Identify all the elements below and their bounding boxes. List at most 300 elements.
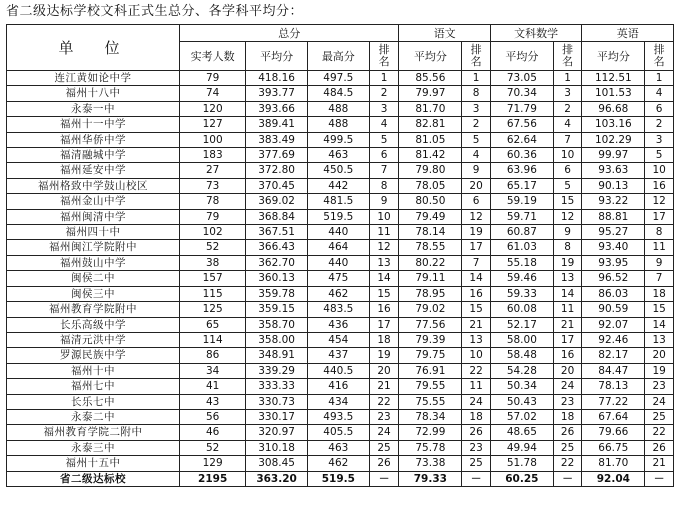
school-name-cell: 连江黄如论中学 [7, 71, 180, 86]
math-average-cell: 59.71 [490, 209, 553, 224]
table-row [7, 86, 674, 101]
total-average-cell: 330.17 [246, 409, 308, 424]
math-rank-cell: 10 [553, 148, 582, 163]
math-average-cell: 54.28 [490, 363, 553, 378]
chinese-average-cell: 79.33 [399, 471, 462, 486]
chinese-rank-cell: 2 [462, 117, 491, 132]
chinese-average-cell: 79.39 [399, 332, 462, 347]
chinese-rank-cell: 20 [462, 178, 491, 193]
english-average-cell: 86.03 [582, 286, 645, 301]
chinese-average-cell: 79.97 [399, 86, 462, 101]
total-highest-cell: 463 [307, 440, 369, 455]
english-average-cell: 92.46 [582, 332, 645, 347]
english-average-cell: 90.59 [582, 302, 645, 317]
total-average-cell: 308.45 [246, 456, 308, 471]
exam-count-cell: 125 [180, 302, 246, 317]
unit-header: 单 位 [7, 25, 180, 71]
math-rank-cell: 15 [553, 194, 582, 209]
total-rank-cell: 12 [369, 240, 399, 255]
math-rank-cell: 19 [553, 255, 582, 270]
math-rank-cell: 9 [553, 225, 582, 240]
school-name-cell: 永泰二中 [7, 409, 180, 424]
chinese-rank-cell: 23 [462, 440, 491, 455]
chinese-average-cell: 81.70 [399, 101, 462, 116]
math-average-cell: 58.48 [490, 348, 553, 363]
english-rank-cell: 22 [645, 425, 674, 440]
exam-count-cell: 52 [180, 240, 246, 255]
math-average-cell: 58.00 [490, 332, 553, 347]
math-group-header: 文科数学 [490, 25, 581, 42]
exam-count-cell: 52 [180, 440, 246, 455]
exam-count-cell: 127 [180, 117, 246, 132]
english-rank-cell: 2 [645, 117, 674, 132]
school-name-cell: 永泰一中 [7, 101, 180, 116]
table-row [7, 209, 674, 224]
english-average-cell: 90.13 [582, 178, 645, 193]
school-name-cell: 福州华侨中学 [7, 132, 180, 147]
english-average-cell: 66.75 [582, 440, 645, 455]
total-average-cell: 362.70 [246, 255, 308, 270]
chinese-rank-cell: 14 [462, 271, 491, 286]
table-row [7, 163, 674, 178]
english-rank-cell: 19 [645, 363, 674, 378]
chinese-average-cell: 78.95 [399, 286, 462, 301]
exam-count-cell: 65 [180, 317, 246, 332]
total-rank-cell: 4 [369, 117, 399, 132]
table-row [7, 178, 674, 193]
exam-count-cell: 74 [180, 86, 246, 101]
school-name-cell: 福州十八中 [7, 86, 180, 101]
chinese-rank-cell: 21 [462, 317, 491, 332]
total-highest-cell: 440.5 [307, 363, 369, 378]
table-row [7, 148, 674, 163]
chinese-average-cell: 79.49 [399, 209, 462, 224]
english-rank-cell: 9 [645, 255, 674, 270]
chinese-average-cell: 76.91 [399, 363, 462, 378]
total-highest-cell: 464 [307, 240, 369, 255]
table-row [7, 394, 674, 409]
chinese-average-cell: 75.78 [399, 440, 462, 455]
chinese-rank-cell: 13 [462, 332, 491, 347]
total-highest-cell: 436 [307, 317, 369, 332]
total-rank-cell: 11 [369, 225, 399, 240]
school-name-cell: 福州十中 [7, 363, 180, 378]
math-rank-cell: 8 [553, 240, 582, 255]
math-rank-cell: 21 [553, 317, 582, 332]
english-average-cell: 112.51 [582, 71, 645, 86]
chinese-rank-cell: 19 [462, 225, 491, 240]
table-row [7, 286, 674, 301]
table-row [7, 363, 674, 378]
table-row [7, 194, 674, 209]
chinese-average-cell: 80.50 [399, 194, 462, 209]
total-highest-cell: 434 [307, 394, 369, 409]
chinese-rank-cell: 11 [462, 379, 491, 394]
english-rank-cell: 15 [645, 302, 674, 317]
english-rank-cell: 24 [645, 394, 674, 409]
chinese-average-cell: 75.55 [399, 394, 462, 409]
math-average-cell: 65.17 [490, 178, 553, 193]
total-highest-cell: 499.5 [307, 132, 369, 147]
english-rank-cell: 13 [645, 332, 674, 347]
total-highest-cell: 450.5 [307, 163, 369, 178]
exam-count-cell: 114 [180, 332, 246, 347]
english-average-cell: 103.16 [582, 117, 645, 132]
chinese-average-cell: 79.75 [399, 348, 462, 363]
math-rank-cell: 16 [553, 348, 582, 363]
math-average-cell: 60.36 [490, 148, 553, 163]
math-rank-cell: 4 [553, 117, 582, 132]
english-rank-cell: － [645, 471, 674, 486]
total-average-cell: 393.66 [246, 101, 308, 116]
chinese-average-cell: 73.38 [399, 456, 462, 471]
math-average-cell: 51.78 [490, 456, 553, 471]
table-row [7, 409, 674, 424]
chinese-rank-cell: 15 [462, 302, 491, 317]
exam-count-cell: 102 [180, 225, 246, 240]
table-row [7, 456, 674, 471]
english-average-cell: 77.22 [582, 394, 645, 409]
total-group-header: 总分 [180, 25, 399, 42]
exam-count-cell: 73 [180, 178, 246, 193]
total-highest-cell: 440 [307, 225, 369, 240]
total-rank-cell: 3 [369, 101, 399, 116]
math-rank-cell: 14 [553, 286, 582, 301]
english-rank-header: 排 名 [645, 42, 674, 71]
total-average-cell: 370.45 [246, 178, 308, 193]
exam-count-cell: 2195 [180, 471, 246, 486]
english-average-cell: 92.04 [582, 471, 645, 486]
total-rank-cell: 9 [369, 194, 399, 209]
table-row [7, 117, 674, 132]
school-name-cell: 福州四十中 [7, 225, 180, 240]
chinese-rank-cell: 1 [462, 71, 491, 86]
table-row [7, 71, 674, 86]
total-rank-cell: 22 [369, 394, 399, 409]
chinese-average-cell: 81.05 [399, 132, 462, 147]
chinese-rank-cell: 6 [462, 194, 491, 209]
table-row [7, 302, 674, 317]
english-average-cell: 96.68 [582, 101, 645, 116]
total-highest-cell: 488 [307, 117, 369, 132]
school-name-cell: 福州闽江学院附中 [7, 240, 180, 255]
total-average-cell: 333.33 [246, 379, 308, 394]
math-average-cell: 57.02 [490, 409, 553, 424]
total-rank-cell: 25 [369, 440, 399, 455]
english-rank-cell: 3 [645, 132, 674, 147]
total-average-cell: 330.73 [246, 394, 308, 409]
school-name-cell: 福州延安中学 [7, 163, 180, 178]
total-average-cell: 383.49 [246, 132, 308, 147]
total-rank-cell: 16 [369, 302, 399, 317]
english-average-cell: 93.22 [582, 194, 645, 209]
chinese-average-cell: 78.34 [399, 409, 462, 424]
total-highest-cell: 405.5 [307, 425, 369, 440]
exam-count-header: 实考人数 [180, 42, 246, 71]
score-table [6, 24, 674, 487]
math-average-cell: 60.87 [490, 225, 553, 240]
chinese-rank-cell: － [462, 471, 491, 486]
school-name-cell: 福清元洪中学 [7, 332, 180, 347]
math-rank-cell: 2 [553, 101, 582, 116]
chinese-average-cell: 72.99 [399, 425, 462, 440]
math-average-cell: 50.43 [490, 394, 553, 409]
exam-count-cell: 129 [180, 456, 246, 471]
school-name-cell: 福州七中 [7, 379, 180, 394]
total-average-cell: 389.41 [246, 117, 308, 132]
math-rank-cell: 1 [553, 71, 582, 86]
english-average-cell: 95.27 [582, 225, 645, 240]
chinese-rank-cell: 18 [462, 409, 491, 424]
total-average-cell: 393.77 [246, 86, 308, 101]
exam-count-cell: 56 [180, 409, 246, 424]
total-average-cell: 359.15 [246, 302, 308, 317]
total-highest-header: 最高分 [307, 42, 369, 71]
total-rank-cell: 18 [369, 332, 399, 347]
exam-count-cell: 46 [180, 425, 246, 440]
total-rank-cell: 6 [369, 148, 399, 163]
exam-count-cell: 78 [180, 194, 246, 209]
total-average-cell: 367.51 [246, 225, 308, 240]
chinese-average-cell: 78.14 [399, 225, 462, 240]
total-highest-cell: 488 [307, 101, 369, 116]
chinese-rank-cell: 9 [462, 163, 491, 178]
total-average-cell: 418.16 [246, 71, 308, 86]
math-rank-cell: 22 [553, 456, 582, 471]
math-rank-cell: 17 [553, 332, 582, 347]
math-rank-cell: 11 [553, 302, 582, 317]
english-average-cell: 81.70 [582, 456, 645, 471]
school-name-cell: 福州十一中学 [7, 117, 180, 132]
math-rank-cell: 24 [553, 379, 582, 394]
english-rank-cell: 26 [645, 440, 674, 455]
english-rank-cell: 5 [645, 148, 674, 163]
total-rank-cell: 13 [369, 255, 399, 270]
english-average-cell: 78.13 [582, 379, 645, 394]
chinese-rank-cell: 4 [462, 148, 491, 163]
english-rank-cell: 17 [645, 209, 674, 224]
total-average-cell: 366.43 [246, 240, 308, 255]
total-average-cell: 363.20 [246, 471, 308, 486]
english-average-cell: 79.66 [582, 425, 645, 440]
english-rank-cell: 4 [645, 86, 674, 101]
exam-count-cell: 183 [180, 148, 246, 163]
english-rank-cell: 18 [645, 286, 674, 301]
total-rank-cell: 14 [369, 271, 399, 286]
total-average-header: 平均分 [246, 42, 308, 71]
english-average-cell: 84.47 [582, 363, 645, 378]
exam-count-cell: 120 [180, 101, 246, 116]
total-highest-cell: 462 [307, 456, 369, 471]
english-rank-cell: 14 [645, 317, 674, 332]
total-rank-cell: 2 [369, 86, 399, 101]
math-rank-cell: 26 [553, 425, 582, 440]
chinese-rank-cell: 26 [462, 425, 491, 440]
total-average-cell: 368.84 [246, 209, 308, 224]
english-group-header: 英语 [582, 25, 674, 42]
total-rank-cell: 8 [369, 178, 399, 193]
total-highest-cell: 462 [307, 286, 369, 301]
math-rank-cell: 6 [553, 163, 582, 178]
school-name-cell: 闽侯二中 [7, 271, 180, 286]
math-rank-cell: 5 [553, 178, 582, 193]
english-average-header: 平均分 [582, 42, 645, 71]
table-caption: 省二级达标学校文科正式生总分、各学科平均分： [6, 4, 304, 19]
table-row [7, 379, 674, 394]
math-average-cell: 59.46 [490, 271, 553, 286]
table-body [7, 71, 674, 487]
total-rank-header: 排 名 [369, 42, 399, 71]
math-rank-cell: 25 [553, 440, 582, 455]
chinese-average-cell: 78.05 [399, 178, 462, 193]
chinese-rank-cell: 16 [462, 286, 491, 301]
total-highest-cell: 416 [307, 379, 369, 394]
english-average-cell: 96.52 [582, 271, 645, 286]
school-name-cell: 长乐七中 [7, 394, 180, 409]
total-highest-cell: 493.5 [307, 409, 369, 424]
math-average-cell: 73.05 [490, 71, 553, 86]
total-rank-cell: 24 [369, 425, 399, 440]
math-average-cell: 71.79 [490, 101, 553, 116]
table-row [7, 271, 674, 286]
math-rank-cell: 23 [553, 394, 582, 409]
english-average-cell: 102.29 [582, 132, 645, 147]
math-average-cell: 48.65 [490, 425, 553, 440]
header-row-groups [7, 25, 674, 42]
english-average-cell: 92.07 [582, 317, 645, 332]
total-highest-cell: 454 [307, 332, 369, 347]
math-rank-cell: 7 [553, 132, 582, 147]
math-average-cell: 67.56 [490, 117, 553, 132]
total-highest-cell: 440 [307, 255, 369, 270]
math-average-cell: 50.34 [490, 379, 553, 394]
total-average-cell: 372.80 [246, 163, 308, 178]
english-average-cell: 93.95 [582, 255, 645, 270]
english-average-cell: 67.64 [582, 409, 645, 424]
chinese-average-cell: 79.11 [399, 271, 462, 286]
math-average-cell: 70.34 [490, 86, 553, 101]
school-name-cell: 福清融城中学 [7, 148, 180, 163]
english-average-cell: 93.40 [582, 240, 645, 255]
math-rank-header: 排 名 [553, 42, 582, 71]
english-rank-cell: 11 [645, 240, 674, 255]
english-average-cell: 93.63 [582, 163, 645, 178]
chinese-rank-cell: 17 [462, 240, 491, 255]
total-rank-cell: 1 [369, 71, 399, 86]
total-average-cell: 320.97 [246, 425, 308, 440]
english-rank-cell: 7 [645, 271, 674, 286]
table-row [7, 101, 674, 116]
english-rank-cell: 10 [645, 163, 674, 178]
chinese-average-cell: 79.80 [399, 163, 462, 178]
school-name-cell: 福州格致中学鼓山校区 [7, 178, 180, 193]
total-average-cell: 358.70 [246, 317, 308, 332]
chinese-average-header: 平均分 [399, 42, 462, 71]
school-name-cell: 闽侯三中 [7, 286, 180, 301]
english-average-cell: 82.17 [582, 348, 645, 363]
school-name-cell: 永泰三中 [7, 440, 180, 455]
english-rank-cell: 23 [645, 379, 674, 394]
chinese-rank-cell: 8 [462, 86, 491, 101]
total-average-cell: 360.13 [246, 271, 308, 286]
chinese-rank-header: 排 名 [462, 42, 491, 71]
english-average-cell: 101.53 [582, 86, 645, 101]
english-rank-cell: 6 [645, 101, 674, 116]
chinese-average-cell: 80.22 [399, 255, 462, 270]
table-row [7, 317, 674, 332]
table-row [7, 132, 674, 147]
school-name-cell: 罗源民族中学 [7, 348, 180, 363]
math-rank-cell: 20 [553, 363, 582, 378]
english-average-cell: 99.97 [582, 148, 645, 163]
school-name-cell: 福州闽清中学 [7, 209, 180, 224]
total-average-cell: 348.91 [246, 348, 308, 363]
math-average-cell: 52.17 [490, 317, 553, 332]
total-rank-cell: 20 [369, 363, 399, 378]
total-rank-cell: 15 [369, 286, 399, 301]
chinese-average-cell: 78.55 [399, 240, 462, 255]
math-rank-cell: － [553, 471, 582, 486]
table-row [7, 425, 674, 440]
exam-count-cell: 86 [180, 348, 246, 363]
exam-count-cell: 100 [180, 132, 246, 147]
total-highest-cell: 497.5 [307, 71, 369, 86]
total-rank-cell: 10 [369, 209, 399, 224]
english-rank-cell: 25 [645, 409, 674, 424]
total-highest-cell: 475 [307, 271, 369, 286]
table-row [7, 332, 674, 347]
school-name-cell: 福州十五中 [7, 456, 180, 471]
school-name-cell: 福州金山中学 [7, 194, 180, 209]
exam-count-cell: 115 [180, 286, 246, 301]
school-name-cell: 省二级达标校 [7, 471, 180, 486]
exam-count-cell: 38 [180, 255, 246, 270]
english-rank-cell: 8 [645, 225, 674, 240]
chinese-rank-cell: 12 [462, 209, 491, 224]
exam-count-cell: 79 [180, 71, 246, 86]
chinese-average-cell: 82.81 [399, 117, 462, 132]
english-rank-cell: 20 [645, 348, 674, 363]
math-rank-cell: 3 [553, 86, 582, 101]
total-average-cell: 339.29 [246, 363, 308, 378]
school-name-cell: 福州教育学院二附中 [7, 425, 180, 440]
total-highest-cell: 519.5 [307, 209, 369, 224]
math-average-cell: 61.03 [490, 240, 553, 255]
chinese-rank-cell: 24 [462, 394, 491, 409]
table-row [7, 348, 674, 363]
chinese-rank-cell: 10 [462, 348, 491, 363]
chinese-average-cell: 85.56 [399, 71, 462, 86]
math-rank-cell: 18 [553, 409, 582, 424]
chinese-rank-cell: 7 [462, 255, 491, 270]
table-row [7, 255, 674, 270]
total-highest-cell: 483.5 [307, 302, 369, 317]
table-row [7, 225, 674, 240]
chinese-group-header: 语文 [399, 25, 490, 42]
total-average-cell: 310.18 [246, 440, 308, 455]
math-average-cell: 63.96 [490, 163, 553, 178]
school-name-cell: 福州教育学院附中 [7, 302, 180, 317]
english-rank-cell: 12 [645, 194, 674, 209]
total-highest-cell: 484.5 [307, 86, 369, 101]
math-average-cell: 55.18 [490, 255, 553, 270]
total-rank-cell: 17 [369, 317, 399, 332]
chinese-rank-cell: 5 [462, 132, 491, 147]
exam-count-cell: 27 [180, 163, 246, 178]
total-rank-cell: 26 [369, 456, 399, 471]
exam-count-cell: 43 [180, 394, 246, 409]
table-row [7, 240, 674, 255]
